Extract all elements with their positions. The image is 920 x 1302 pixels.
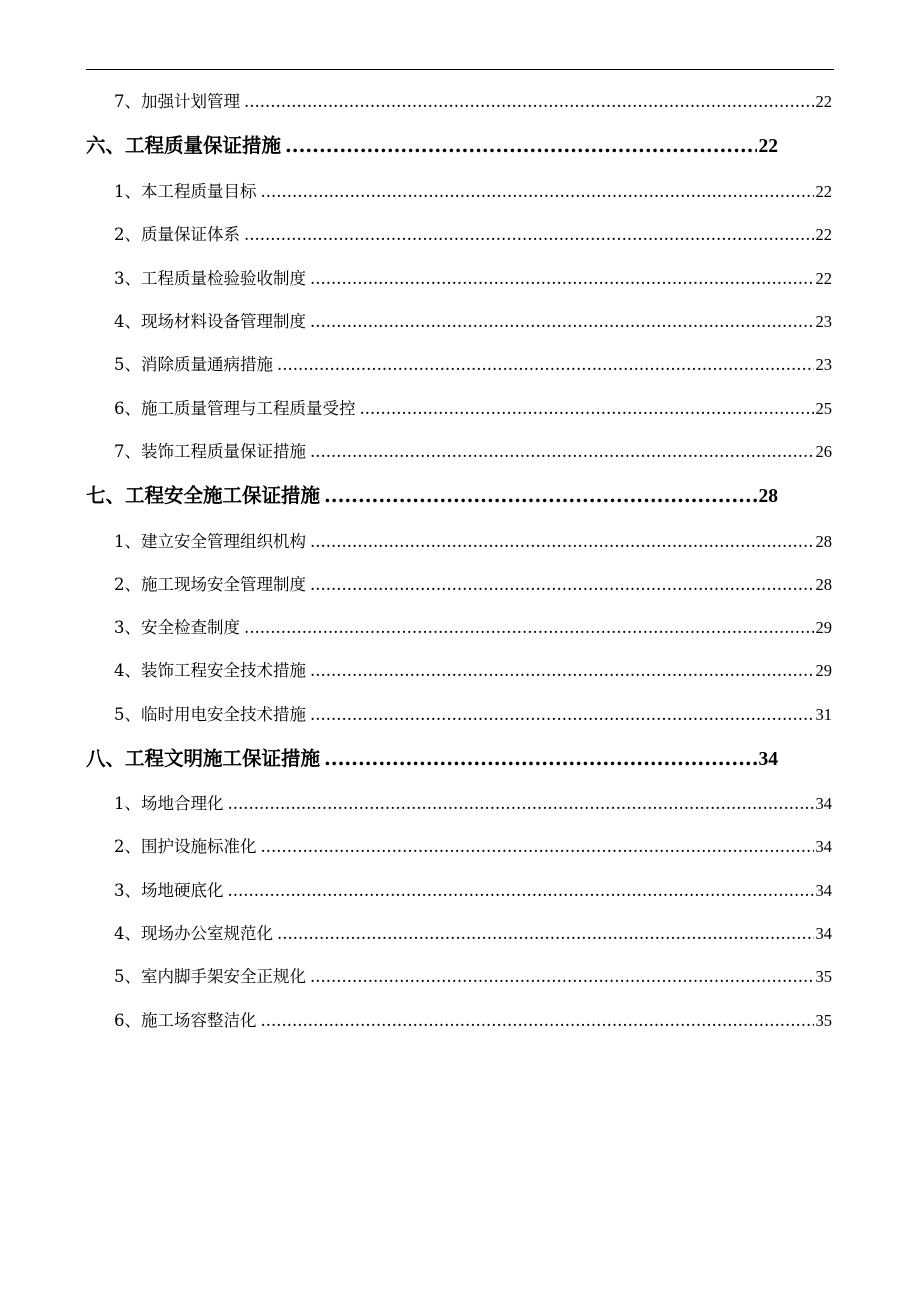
toc-entry[interactable] <box>114 351 832 373</box>
toc-leader-dots <box>261 182 814 201</box>
toc-entry[interactable] <box>114 178 832 200</box>
toc-entry-title: 1、本工程质量目标 <box>114 182 257 201</box>
toc-leader-dots <box>324 484 756 507</box>
toc-entry[interactable] <box>114 308 832 330</box>
toc-leader-dots <box>360 399 814 418</box>
toc-leader-dots <box>285 134 756 157</box>
toc-entry-page: 29 <box>815 661 832 680</box>
toc-leader-dots <box>310 575 814 594</box>
toc-entry-page: 23 <box>815 312 832 331</box>
toc-entry[interactable] <box>114 701 832 723</box>
toc-entry-page: 28 <box>815 575 832 594</box>
toc-section-page: 34 <box>758 749 778 770</box>
toc-entry-title: 3、场地硬底化 <box>114 881 224 900</box>
toc-leader-dots <box>310 661 814 680</box>
toc-entry[interactable] <box>114 877 832 899</box>
toc-entry-title: 6、施工质量管理与工程质量受控 <box>114 399 356 418</box>
toc-leader-dots <box>324 747 756 770</box>
toc-entry-title: 2、质量保证体系 <box>114 225 240 244</box>
toc-entry-title: 4、现场办公室规范化 <box>114 924 273 943</box>
toc-entry-page: 28 <box>815 532 832 551</box>
toc-leader-dots <box>261 837 814 856</box>
toc-entry-title: 3、工程质量检验验收制度 <box>114 269 306 288</box>
toc-entry[interactable] <box>114 1007 832 1029</box>
toc-entry-page: 22 <box>815 269 832 288</box>
toc-entry-page: 35 <box>815 1011 832 1030</box>
toc-entry[interactable] <box>114 395 832 417</box>
toc-entry-page: 25 <box>815 399 832 418</box>
toc-entry-page: 34 <box>815 881 832 900</box>
toc-leader-dots <box>244 92 814 111</box>
toc-entry[interactable] <box>114 790 832 812</box>
toc-leader-dots <box>310 312 814 331</box>
toc-leader-dots <box>261 1011 814 1030</box>
toc-entry-title: 4、装饰工程安全技术措施 <box>114 661 306 680</box>
toc-entry-title: 7、装饰工程质量保证措施 <box>114 442 306 461</box>
toc-entry-title: 6、施工场容整洁化 <box>114 1011 257 1030</box>
toc-entry[interactable] <box>114 221 832 243</box>
toc-entry-page: 22 <box>815 92 832 111</box>
toc-section-heading[interactable] <box>86 480 778 506</box>
toc-leader-dots <box>244 618 814 637</box>
toc-entry[interactable] <box>114 657 832 679</box>
toc-entry[interactable] <box>114 833 832 855</box>
toc-section-heading[interactable] <box>86 743 778 769</box>
toc-leader-dots <box>244 225 814 244</box>
toc-entry-page: 34 <box>815 794 832 813</box>
toc-section-heading[interactable] <box>86 130 778 156</box>
toc-section-page: 22 <box>758 136 778 157</box>
toc-entry-title: 1、建立安全管理组织机构 <box>114 532 306 551</box>
toc-entry-title: 2、施工现场安全管理制度 <box>114 575 306 594</box>
toc-section-page: 28 <box>758 486 778 507</box>
toc-entry[interactable] <box>114 528 832 550</box>
toc-leader-dots <box>228 794 814 813</box>
toc-entry[interactable] <box>114 88 832 110</box>
toc-leader-dots <box>310 705 814 724</box>
toc-leader-dots <box>310 269 814 288</box>
toc-leader-dots <box>277 924 814 943</box>
toc-leader-dots <box>277 355 814 374</box>
toc-entry-title: 1、场地合理化 <box>114 794 224 813</box>
toc-entry-page: 26 <box>815 442 832 461</box>
toc-leader-dots <box>310 967 814 986</box>
toc-leader-dots <box>228 881 814 900</box>
toc-leader-dots <box>310 442 814 461</box>
toc-entry-page: 23 <box>815 355 832 374</box>
toc-entry-title: 5、室内脚手架安全正规化 <box>114 967 306 986</box>
toc-entry[interactable] <box>114 614 832 636</box>
toc-entry-title: 3、安全检查制度 <box>114 618 240 637</box>
toc-entry-page: 22 <box>815 182 832 201</box>
toc-entry-page: 34 <box>815 924 832 943</box>
toc-entry[interactable] <box>114 265 832 287</box>
toc-entry-page: 29 <box>815 618 832 637</box>
toc-entry-page: 31 <box>815 705 832 724</box>
toc-entry-page: 35 <box>815 967 832 986</box>
toc-leader-dots <box>310 532 814 551</box>
toc-section-title: 七、工程安全施工保证措施 <box>86 484 321 507</box>
toc-entry-title: 5、消除质量通病措施 <box>114 355 273 374</box>
toc-entry-page: 22 <box>815 225 832 244</box>
header-rule <box>86 69 834 70</box>
toc-entry-title: 7、加强计划管理 <box>114 92 240 111</box>
toc-entry[interactable] <box>114 920 832 942</box>
toc-entry[interactable] <box>114 438 832 460</box>
toc-entry-title: 2、围护设施标准化 <box>114 837 257 856</box>
toc-entry-title: 4、现场材料设备管理制度 <box>114 312 306 331</box>
toc-section-title: 六、工程质量保证措施 <box>86 134 282 157</box>
toc-entry-title: 5、临时用电安全技术措施 <box>114 705 306 724</box>
toc-entry[interactable] <box>114 571 832 593</box>
toc-entry-page: 34 <box>815 837 832 856</box>
toc-section-title: 八、工程文明施工保证措施 <box>86 747 321 770</box>
toc-entry[interactable] <box>114 963 832 985</box>
